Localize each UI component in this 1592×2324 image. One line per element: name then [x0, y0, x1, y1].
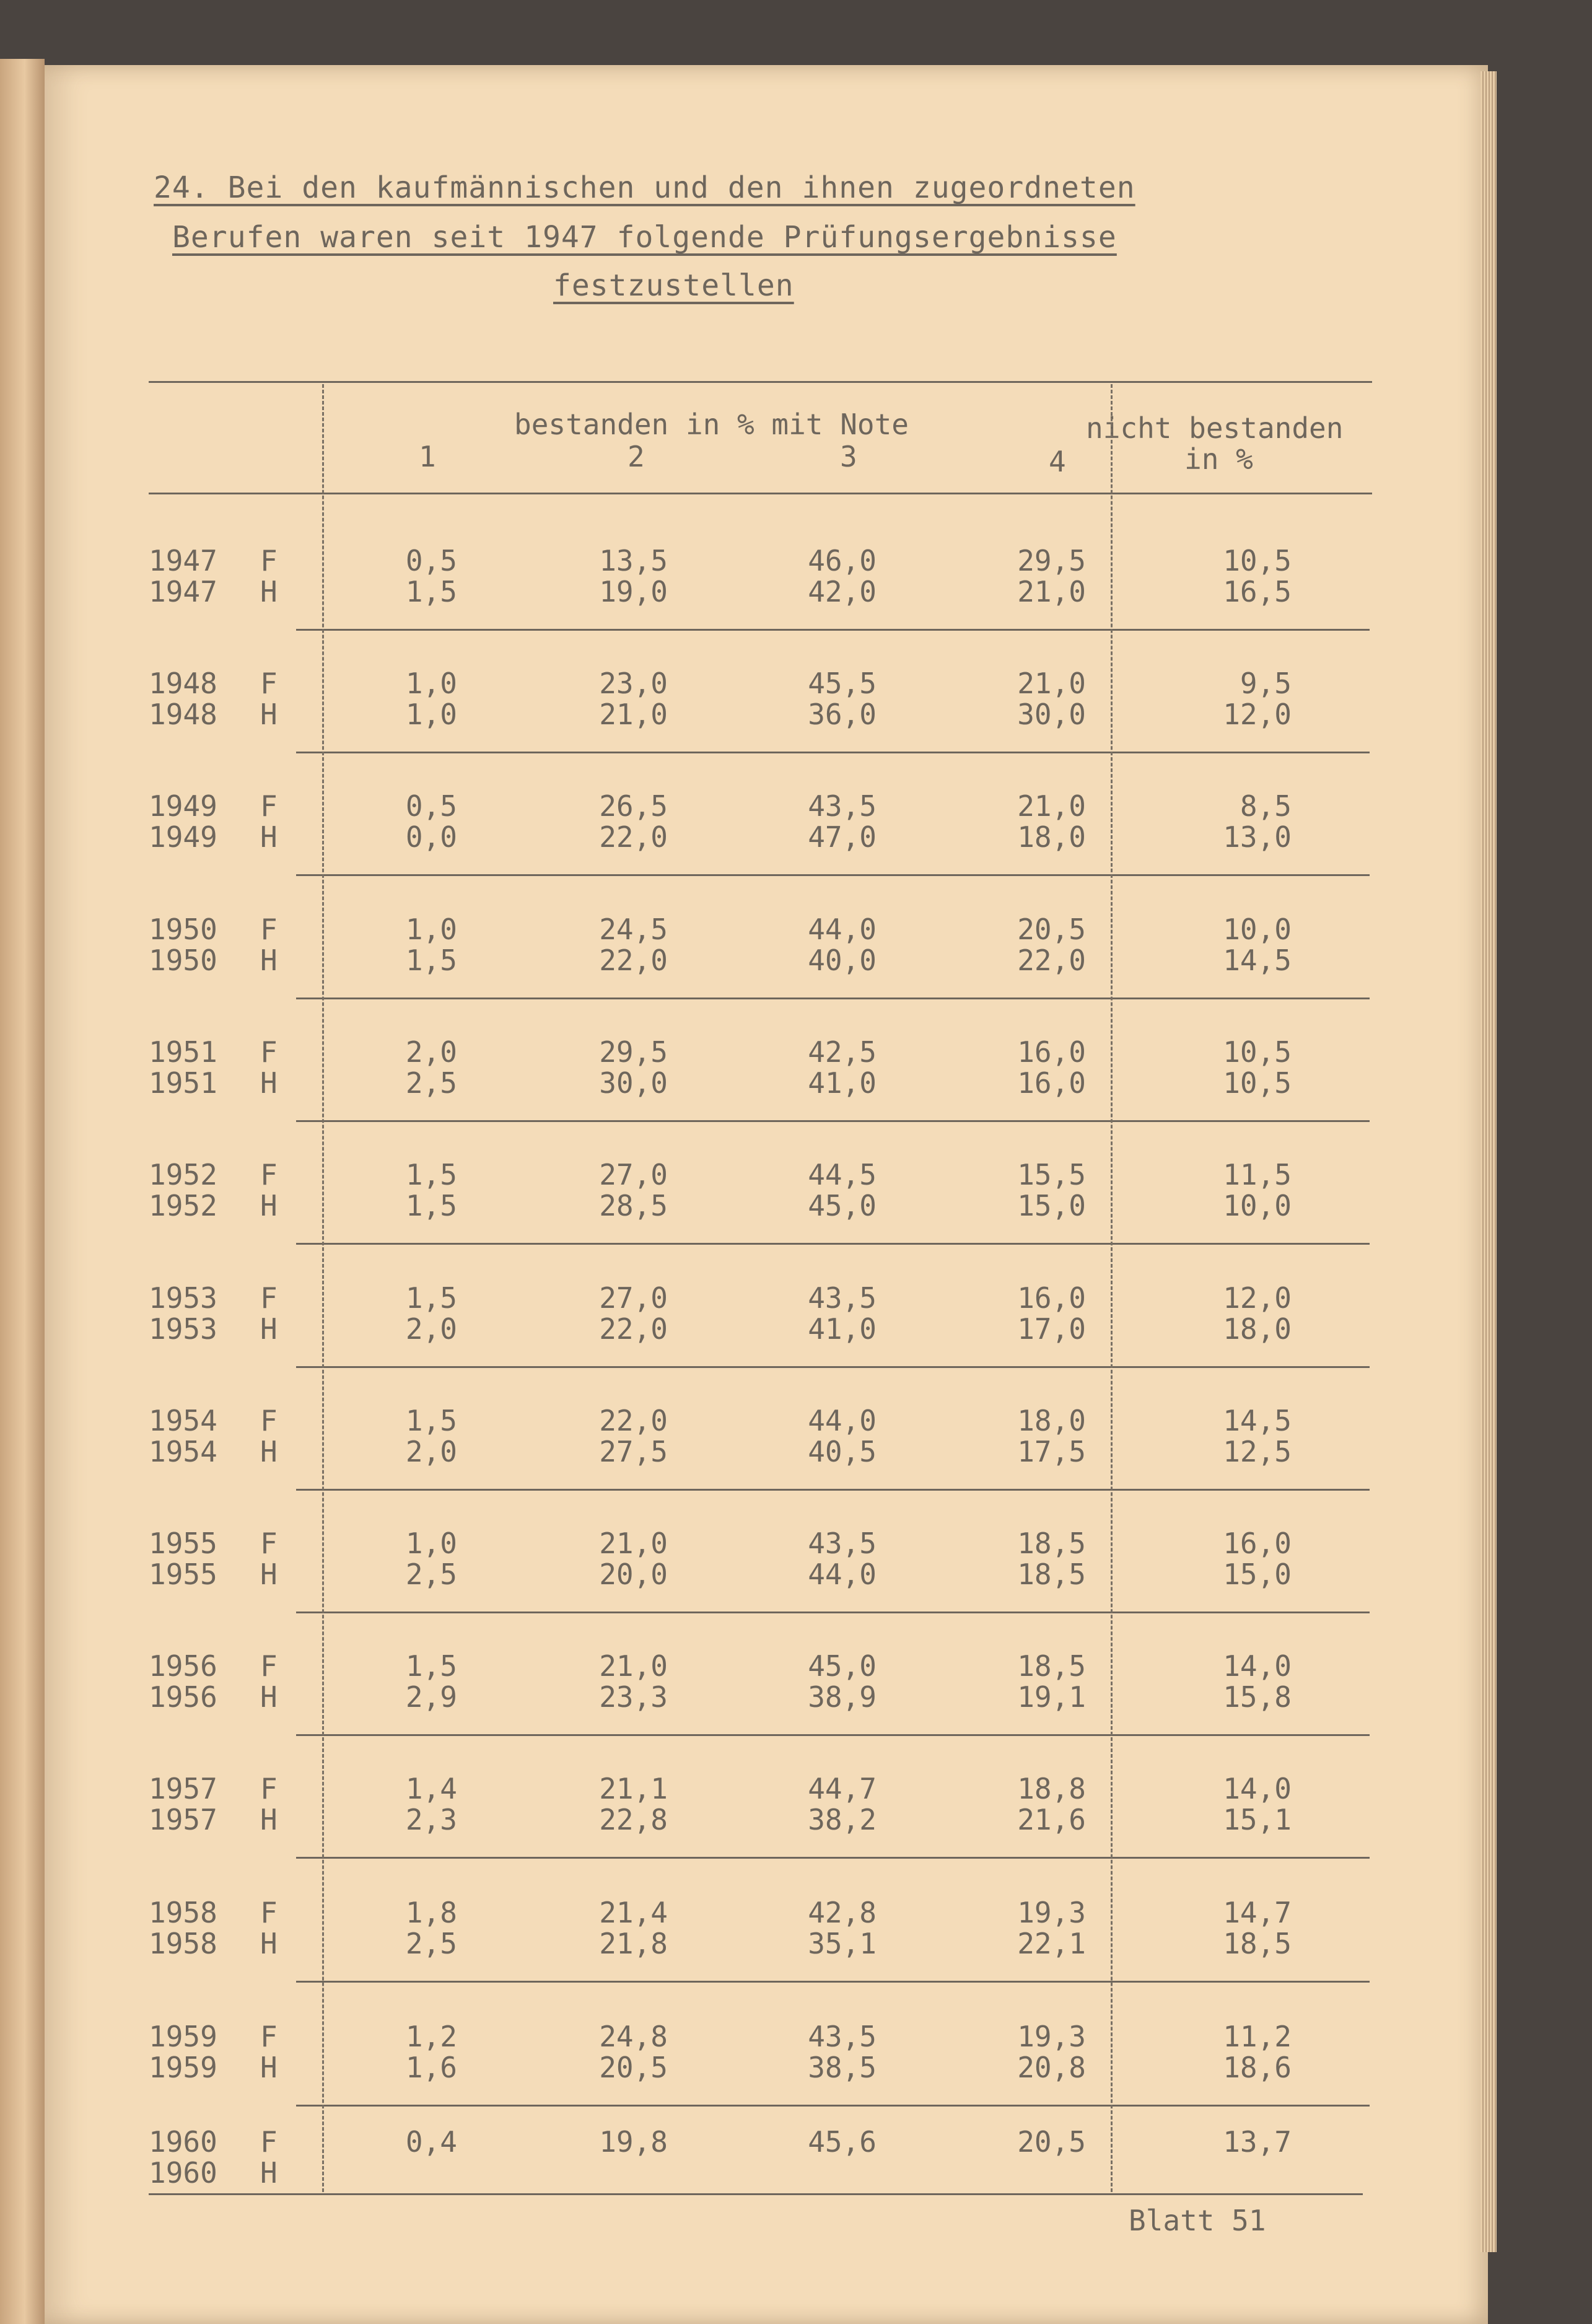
header-bottom-rule	[149, 493, 1372, 494]
row-year: 1950	[149, 944, 217, 977]
row-year: 1947	[149, 544, 217, 577]
cell-g4: 21,6	[1017, 1803, 1086, 1836]
row-code: H	[260, 1435, 278, 1468]
group-separator-rule	[296, 1981, 1370, 1983]
row-year: 1950	[149, 913, 217, 946]
cell-g2: 28,5	[599, 1189, 668, 1222]
cell-g2: 27,0	[599, 1281, 668, 1315]
cell-g2: 19,8	[599, 2125, 668, 2159]
cell-g1: 2,5	[405, 1927, 457, 1960]
row-year: 1947	[149, 575, 217, 608]
grade-1-header: 1	[419, 440, 436, 473]
row-year: 1953	[149, 1312, 217, 1346]
cell-g1: 1,5	[405, 1189, 457, 1222]
failed-header-line-2: in %	[1184, 442, 1253, 476]
header-top-rule	[149, 381, 1372, 383]
group-separator-rule	[296, 1489, 1370, 1491]
row-code: H	[260, 1189, 278, 1222]
cell-failed: 12,0	[1223, 1281, 1292, 1315]
cell-g2: 23,3	[599, 1680, 668, 1714]
row-year: 1955	[149, 1558, 217, 1591]
cell-g2: 27,0	[599, 1158, 668, 1191]
cell-g4: 18,5	[1017, 1649, 1086, 1683]
row-year: 1955	[149, 1527, 217, 1560]
cell-failed: 10,5	[1223, 1066, 1292, 1100]
cell-g1: 1,5	[405, 1158, 457, 1191]
grade-4-header: 4	[1049, 445, 1066, 478]
row-code: H	[260, 944, 278, 977]
cell-g1: 0,5	[405, 789, 457, 823]
cell-g4: 21,0	[1017, 667, 1086, 700]
row-year: 1948	[149, 698, 217, 731]
cell-g3: 45,0	[808, 1649, 877, 1683]
cell-g3: 45,0	[808, 1189, 877, 1222]
row-year: 1953	[149, 1281, 217, 1315]
row-code: F	[260, 1527, 278, 1560]
row-code: F	[260, 1649, 278, 1683]
cell-g4: 29,5	[1017, 544, 1086, 577]
cell-g1: 1,5	[405, 575, 457, 608]
cell-g3: 41,0	[808, 1312, 877, 1346]
group-separator-rule	[296, 752, 1370, 753]
cell-g1: 1,8	[405, 1896, 457, 1929]
cell-g1: 1,0	[405, 698, 457, 731]
cell-g4: 18,0	[1017, 820, 1086, 854]
cell-g4: 17,0	[1017, 1312, 1086, 1346]
cell-g3: 44,0	[808, 1558, 877, 1591]
cell-failed: 15,0	[1223, 1558, 1292, 1591]
row-code: H	[260, 575, 278, 608]
row-code: H	[260, 820, 278, 854]
row-year: 1960	[149, 2156, 217, 2190]
group-separator-rule	[296, 998, 1370, 999]
cell-g3: 47,0	[808, 820, 877, 854]
cell-g2: 21,0	[599, 698, 668, 731]
cell-failed: 12,0	[1223, 698, 1292, 731]
cell-failed: 10,0	[1223, 913, 1292, 946]
row-code: F	[260, 2125, 278, 2159]
page-stack-edge	[1480, 71, 1497, 2252]
row-year: 1952	[149, 1158, 217, 1191]
cell-g4: 15,5	[1017, 1158, 1086, 1191]
row-year: 1949	[149, 820, 217, 854]
row-year: 1954	[149, 1404, 217, 1437]
cell-g1: 1,0	[405, 913, 457, 946]
cell-g4: 22,1	[1017, 1927, 1086, 1960]
cell-g3: 43,5	[808, 2020, 877, 2053]
cell-g3: 44,0	[808, 913, 877, 946]
row-code: F	[260, 1281, 278, 1315]
cell-g2: 22,0	[599, 1404, 668, 1437]
cell-g2: 23,0	[599, 667, 668, 700]
cell-failed: 13,0	[1223, 820, 1292, 854]
facing-page-edge	[0, 59, 45, 2324]
group-separator-rule	[296, 1120, 1370, 1122]
row-code: F	[260, 1035, 278, 1069]
row-year: 1951	[149, 1035, 217, 1069]
sheet-number: Blatt 51	[1129, 2204, 1266, 2237]
cell-g1: 2,5	[405, 1066, 457, 1100]
cell-g3: 42,5	[808, 1035, 877, 1069]
cell-g4: 20,5	[1017, 2125, 1086, 2159]
cell-failed: 14,0	[1223, 1649, 1292, 1683]
row-year: 1959	[149, 2020, 217, 2053]
row-year: 1956	[149, 1649, 217, 1683]
cell-g2: 22,0	[599, 820, 668, 854]
cell-g1: 1,5	[405, 1281, 457, 1315]
cell-g3: 38,2	[808, 1803, 877, 1836]
cell-g4: 18,5	[1017, 1558, 1086, 1591]
cell-g4: 18,5	[1017, 1527, 1086, 1560]
row-code: F	[260, 2020, 278, 2053]
cell-g2: 21,8	[599, 1927, 668, 1960]
cell-g4: 19,1	[1017, 1680, 1086, 1714]
heading-line-1: 24. Bei den kaufmännischen und den ihnen zugeordneten	[154, 170, 1135, 205]
cell-g1: 1,2	[405, 2020, 457, 2053]
row-code: F	[260, 913, 278, 946]
cell-g3: 44,0	[808, 1404, 877, 1437]
heading-line-2: Berufen waren seit 1947 folgende Prüfungsergebnisse	[172, 220, 1117, 255]
cell-g1: 2,0	[405, 1435, 457, 1468]
grade-2-header: 2	[628, 440, 645, 473]
cell-failed: 18,6	[1223, 2051, 1292, 2084]
cell-g4: 20,8	[1017, 2051, 1086, 2084]
cell-g3: 46,0	[808, 544, 877, 577]
row-year: 1951	[149, 1066, 217, 1100]
group-separator-rule	[296, 1243, 1370, 1245]
cell-g4: 19,3	[1017, 2020, 1086, 2053]
cell-g1: 1,0	[405, 1527, 457, 1560]
row-code: H	[260, 1680, 278, 1714]
cell-failed: 14,0	[1223, 1772, 1292, 1805]
cell-failed: 10,5	[1223, 544, 1292, 577]
cell-g4: 21,0	[1017, 575, 1086, 608]
cell-failed: 11,5	[1223, 1158, 1292, 1191]
row-code: F	[260, 667, 278, 700]
cell-g2: 13,5	[599, 544, 668, 577]
passed-header: bestanden in % mit Note	[514, 408, 909, 441]
cell-g2: 22,8	[599, 1803, 668, 1836]
row-year: 1949	[149, 789, 217, 823]
cell-g4: 20,5	[1017, 913, 1086, 946]
cell-failed: 10,0	[1223, 1189, 1292, 1222]
vertical-rule-label-column	[322, 384, 324, 2192]
cell-g3: 38,5	[808, 2051, 877, 2084]
cell-g4: 16,0	[1017, 1066, 1086, 1100]
cell-g1: 1,5	[405, 944, 457, 977]
cell-failed: 16,5	[1223, 575, 1292, 608]
cell-g3: 45,6	[808, 2125, 877, 2159]
cell-failed: 15,1	[1223, 1803, 1292, 1836]
cell-g1: 1,5	[405, 1404, 457, 1437]
cell-g2: 21,4	[599, 1896, 668, 1929]
cell-failed: 15,8	[1223, 1680, 1292, 1714]
cell-g2: 24,8	[599, 2020, 668, 2053]
cell-g2: 21,0	[599, 1527, 668, 1560]
cell-g1: 0,5	[405, 544, 457, 577]
cell-g1: 1,5	[405, 1649, 457, 1683]
cell-g2: 21,0	[599, 1649, 668, 1683]
cell-failed: 10,5	[1223, 1035, 1292, 1069]
cell-g1: 1,0	[405, 667, 457, 700]
table-bottom-rule	[149, 2193, 1363, 2195]
cell-g2: 22,0	[599, 1312, 668, 1346]
cell-g4: 18,8	[1017, 1772, 1086, 1805]
cell-g3: 44,5	[808, 1158, 877, 1191]
group-separator-rule	[296, 1734, 1370, 1736]
group-separator-rule	[296, 1857, 1370, 1859]
cell-failed: 11,2	[1223, 2020, 1292, 2053]
row-year: 1958	[149, 1896, 217, 1929]
cell-failed: 8,5	[1240, 789, 1292, 823]
cell-g3: 42,8	[808, 1896, 877, 1929]
group-separator-rule	[296, 1366, 1370, 1368]
cell-g2: 24,5	[599, 913, 668, 946]
cell-g3: 35,1	[808, 1927, 877, 1960]
row-code: H	[260, 1558, 278, 1591]
row-code: H	[260, 1803, 278, 1836]
row-code: F	[260, 544, 278, 577]
row-year: 1948	[149, 667, 217, 700]
row-year: 1954	[149, 1435, 217, 1468]
cell-g1: 2,5	[405, 1558, 457, 1591]
group-separator-rule	[296, 1611, 1370, 1613]
cell-g1: 1,6	[405, 2051, 457, 2084]
heading-line-3: festzustellen	[553, 268, 794, 303]
row-code: F	[260, 1896, 278, 1929]
group-separator-rule	[296, 874, 1370, 876]
row-year: 1952	[149, 1189, 217, 1222]
row-code: F	[260, 1772, 278, 1805]
row-year: 1957	[149, 1772, 217, 1805]
cell-g3: 36,0	[808, 698, 877, 731]
row-code: F	[260, 1404, 278, 1437]
cell-g2: 22,0	[599, 944, 668, 977]
cell-g4: 21,0	[1017, 789, 1086, 823]
cell-failed: 14,5	[1223, 1404, 1292, 1437]
cell-g1: 0,4	[405, 2125, 457, 2159]
cell-g4: 18,0	[1017, 1404, 1086, 1437]
cell-g3: 44,7	[808, 1772, 877, 1805]
cell-g4: 17,5	[1017, 1435, 1086, 1468]
cell-g1: 1,4	[405, 1772, 457, 1805]
row-code: H	[260, 1066, 278, 1100]
cell-g3: 42,0	[808, 575, 877, 608]
cell-failed: 14,7	[1223, 1896, 1292, 1929]
cell-failed: 18,0	[1223, 1312, 1292, 1346]
vertical-rule-failed-column	[1111, 384, 1113, 2192]
cell-failed: 12,5	[1223, 1435, 1292, 1468]
grade-3-header: 3	[840, 440, 857, 473]
cell-g4: 15,0	[1017, 1189, 1086, 1222]
cell-g4: 16,0	[1017, 1035, 1086, 1069]
row-year: 1960	[149, 2125, 217, 2159]
row-code: F	[260, 1158, 278, 1191]
cell-failed: 9,5	[1240, 667, 1292, 700]
cell-g3: 43,5	[808, 1281, 877, 1315]
cell-failed: 18,5	[1223, 1927, 1292, 1960]
cell-g3: 41,0	[808, 1066, 877, 1100]
cell-g3: 40,0	[808, 944, 877, 977]
cell-g1: 0,0	[405, 820, 457, 854]
cell-g2: 20,0	[599, 1558, 668, 1591]
row-code: H	[260, 2156, 278, 2190]
cell-g4: 16,0	[1017, 1281, 1086, 1315]
cell-g1: 2,0	[405, 1312, 457, 1346]
cell-g1: 2,9	[405, 1680, 457, 1714]
cell-g2: 27,5	[599, 1435, 668, 1468]
cell-g3: 43,5	[808, 789, 877, 823]
cell-g2: 26,5	[599, 789, 668, 823]
row-code: H	[260, 1927, 278, 1960]
cell-g2: 30,0	[599, 1066, 668, 1100]
cell-g1: 2,3	[405, 1803, 457, 1836]
cell-g1: 2,0	[405, 1035, 457, 1069]
row-code: H	[260, 1312, 278, 1346]
cell-g3: 43,5	[808, 1527, 877, 1560]
cell-failed: 16,0	[1223, 1527, 1292, 1560]
row-code: F	[260, 789, 278, 823]
row-code: H	[260, 2051, 278, 2084]
cell-g2: 19,0	[599, 575, 668, 608]
cell-failed: 14,5	[1223, 944, 1292, 977]
failed-header-line-1: nicht bestanden	[1086, 411, 1344, 445]
cell-g3: 38,9	[808, 1680, 877, 1714]
row-year: 1958	[149, 1927, 217, 1960]
cell-g3: 40,5	[808, 1435, 877, 1468]
row-year: 1957	[149, 1803, 217, 1836]
cell-g2: 29,5	[599, 1035, 668, 1069]
row-year: 1959	[149, 2051, 217, 2084]
cell-g3: 45,5	[808, 667, 877, 700]
group-separator-rule	[296, 2105, 1370, 2107]
row-year: 1956	[149, 1680, 217, 1714]
row-code: H	[260, 698, 278, 731]
cell-g4: 30,0	[1017, 698, 1086, 731]
cell-g4: 19,3	[1017, 1896, 1086, 1929]
cell-g2: 20,5	[599, 2051, 668, 2084]
cell-failed: 13,7	[1223, 2125, 1292, 2159]
cell-g4: 22,0	[1017, 944, 1086, 977]
group-separator-rule	[296, 629, 1370, 631]
cell-g2: 21,1	[599, 1772, 668, 1805]
